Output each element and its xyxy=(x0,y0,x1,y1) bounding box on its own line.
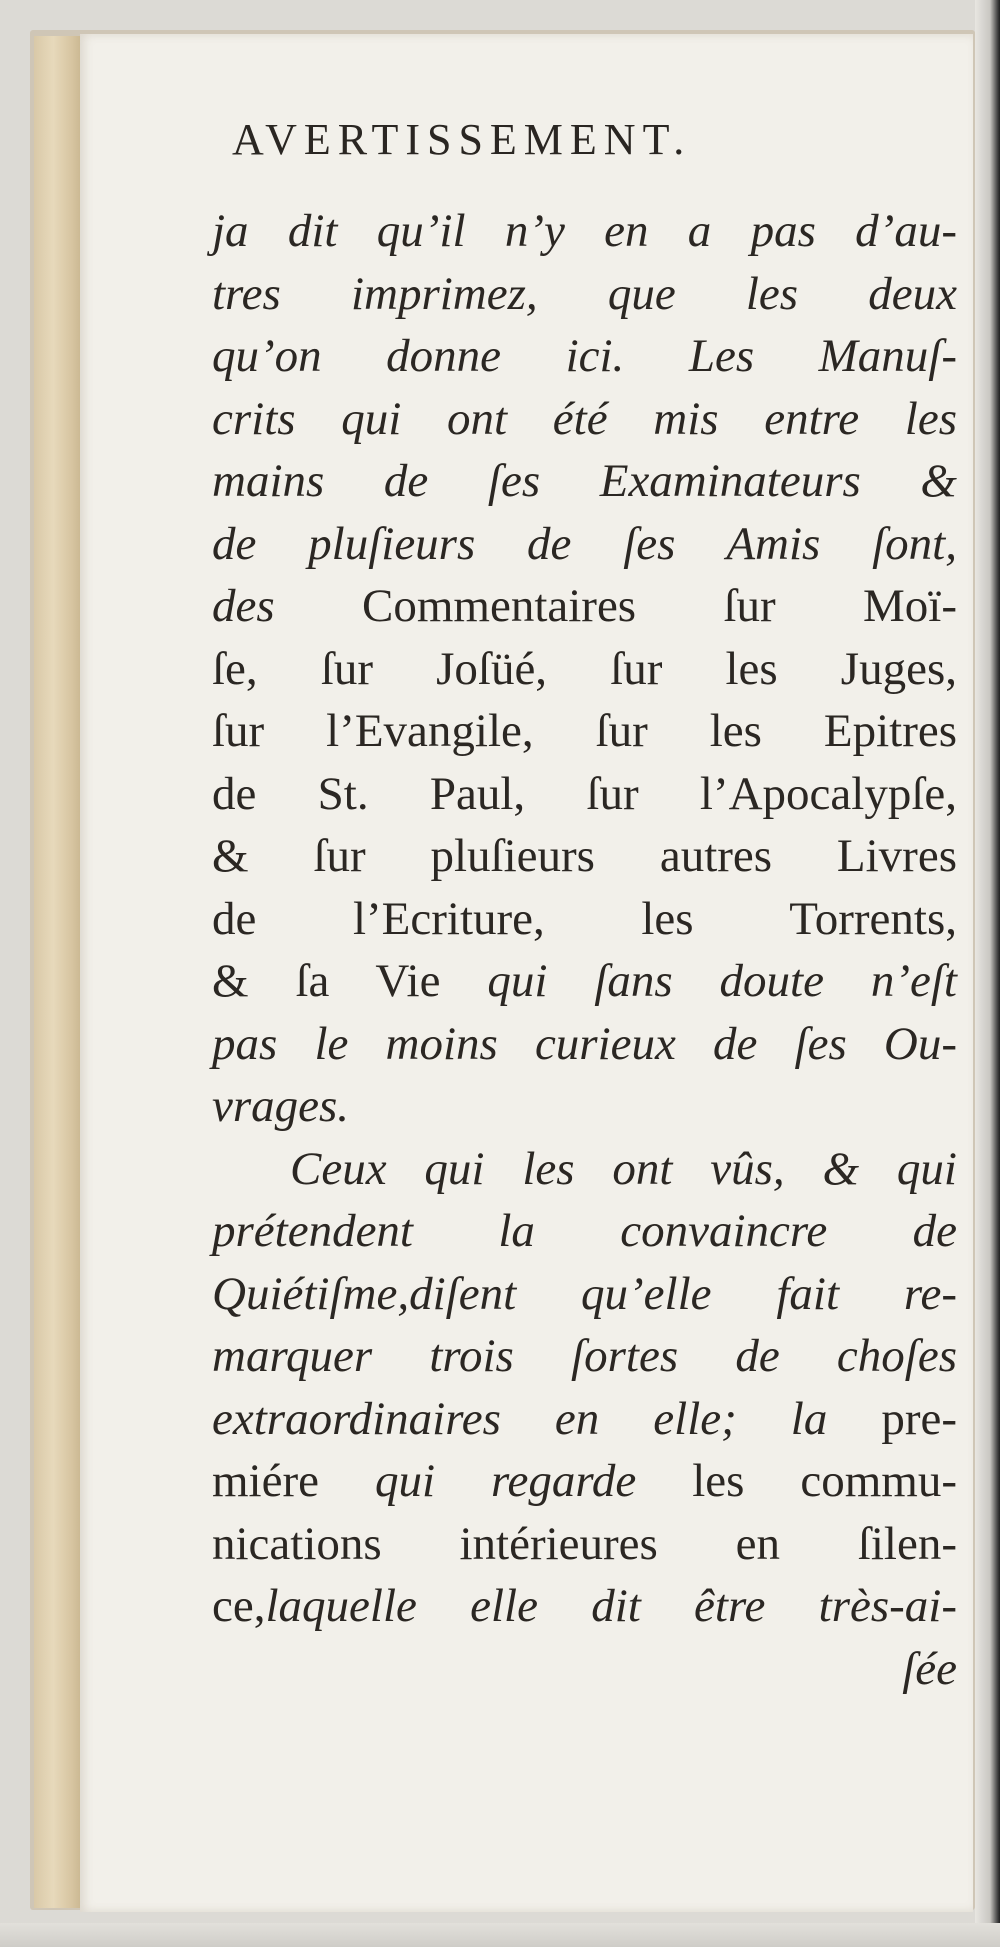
scan-edge-right xyxy=(975,0,1000,1947)
text-segment: nications intérieures en ſilen- xyxy=(212,1517,957,1570)
text-segment: & ſa Vie xyxy=(212,955,488,1007)
text-line xyxy=(212,1513,957,1576)
text-segment: les commu- xyxy=(636,1455,957,1507)
text-segment: vrages. xyxy=(212,1080,350,1132)
text-segment: Ceux qui les ont vûs, & qui xyxy=(290,1142,957,1195)
text-line xyxy=(212,1450,957,1513)
text-segment: tres imprimez, que les deux xyxy=(212,267,957,320)
text-line xyxy=(212,638,957,701)
text-line xyxy=(212,1013,957,1076)
text-segment: mains de ſes Examinateurs & xyxy=(212,455,957,507)
running-header: AVERTISSEMENT. xyxy=(232,115,692,164)
text-segment: Commentaires ſur Moï- xyxy=(274,580,957,632)
text-segment: ce, xyxy=(212,1580,266,1632)
text-line xyxy=(212,825,957,888)
text-segment: ſur l’Evangile, ſur les Epitres xyxy=(212,705,957,757)
text-line xyxy=(212,388,957,451)
text-segment: ſe, ſur Joſüé, ſur les Juges, xyxy=(212,642,957,695)
text-segment: de St. Paul, ſur l’Apocalypſe, xyxy=(212,767,957,820)
text-segment: & ſur pluſieurs autres Livres xyxy=(212,830,957,882)
text-line xyxy=(212,1388,957,1451)
text-segment: de l’Ecriture, les Torrents, xyxy=(212,892,957,945)
text-segment: prétendent la convaincre de xyxy=(212,1205,957,1257)
text-segment: ja dit qu’il n’y en a pas d’au- xyxy=(212,205,957,257)
text-segment: qui regarde xyxy=(374,1455,637,1507)
text-line xyxy=(212,1575,957,1638)
text-segment: ſée xyxy=(902,1642,957,1695)
text-line xyxy=(212,325,957,388)
text-line xyxy=(212,1200,957,1263)
text-segment: marquer trois ſortes de choſes xyxy=(212,1330,957,1382)
text-line xyxy=(212,1138,957,1201)
text-line xyxy=(212,513,957,576)
text-segment: laquelle elle dit être très-ai- xyxy=(265,1580,957,1632)
page-gutter xyxy=(34,36,83,1908)
text-line xyxy=(212,700,957,763)
text-segment: qu’on donne ici. Les Manuſ- xyxy=(212,330,957,382)
text-segment: pas le moins curieux de ſes Ou- xyxy=(212,1017,957,1070)
text-segment: qui ſans doute n’eſt xyxy=(487,955,957,1007)
text-line xyxy=(212,200,957,263)
text-segment: des xyxy=(212,580,275,632)
text-segment: de pluſieurs de ſes Amis ſont, xyxy=(212,517,957,570)
text-segment: Quiétiſme,diſent qu’elle fait re- xyxy=(212,1267,957,1320)
text-segment: miére xyxy=(212,1455,375,1507)
text-line xyxy=(212,763,957,826)
text-line xyxy=(212,575,957,638)
text-line xyxy=(212,1263,957,1326)
text-line xyxy=(212,1638,957,1701)
text-segment: extraordinaires en elle; la xyxy=(212,1392,882,1445)
text-line xyxy=(212,888,957,951)
text-segment: crits qui ont été mis entre les xyxy=(212,392,957,445)
text-line xyxy=(212,450,957,513)
body-text xyxy=(212,200,957,1700)
text-segment: pre- xyxy=(881,1392,957,1445)
text-line xyxy=(212,1075,957,1138)
scan-edge-bottom xyxy=(0,1923,1000,1947)
text-line xyxy=(212,263,957,326)
text-line xyxy=(212,1325,957,1388)
text-line xyxy=(212,950,957,1013)
